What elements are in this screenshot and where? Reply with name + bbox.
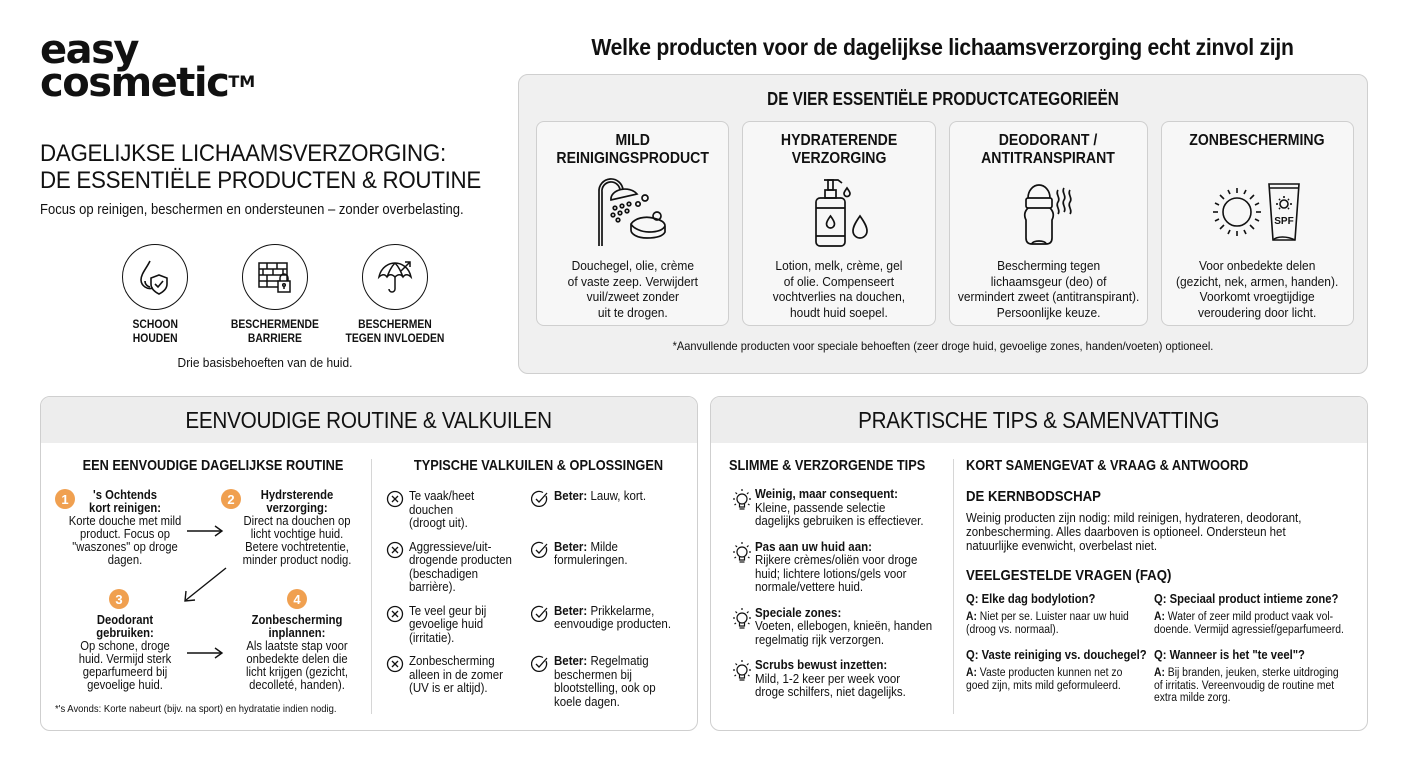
pitfall-row: Te vaak/heet douchen (droogt uit). Beter: Lauw, kort. <box>386 490 691 531</box>
pitfall-row: Zonbescherming alleen in de zomer (UV is er altijd). Beter: Regelmatig beschermen bij blootstelling, ook op koele dagen. <box>386 655 691 709</box>
routine-step-1: 's Ochtends kort reinigen: Korte douche met mild product. Focus op "waszones" op droge dagen. <box>68 488 182 567</box>
pump-bottle-icon <box>804 174 874 250</box>
arrow-right-icon <box>185 525 225 537</box>
need-barrier <box>215 244 335 346</box>
daily-routine <box>55 457 371 717</box>
category-card-cleanser <box>536 121 729 326</box>
faq-item <box>1154 592 1366 636</box>
shower-soap-icon <box>591 174 675 250</box>
faq-item <box>966 648 1154 705</box>
x-circle-icon <box>386 541 404 559</box>
brand-line-1: easy <box>40 27 139 73</box>
drop-shield-icon <box>122 244 188 310</box>
category-title: VERZORGING <box>791 150 887 167</box>
need-label: TEGEN INVLOEDEN <box>345 333 445 345</box>
core-message-text: Weinig producten zijn nodig: mild reinigen, hydrateren, deodorant, zonbescherming. Alles daarboven is optioneel. Ondersteun het natuurlijke evenwicht, overbelast niet. <box>966 511 1302 553</box>
core-message-title: DE KERNBODSCHAP <box>966 488 1101 505</box>
faq-answer: A: Water of zeer mild product vaak vol- doende. Vermijd agressief/geparfumeerd. <box>1154 611 1344 636</box>
need-label: BESCHERMEN <box>358 319 432 331</box>
main-title <box>40 140 481 194</box>
faq-question: Q: Speciaal product intieme zone? <box>1154 592 1339 606</box>
main-title-line-1: DAGELIJKSE LICHAAMSVERZORGING: <box>40 140 446 167</box>
summary-title: KORT SAMENGEVAT & VRAAG & ANTWOORD <box>966 457 1249 474</box>
faq-answer: A: Bij branden, jeuken, sterke uitdroging of irritatis. Vereenvoudig de routine met extra milde zorg. <box>1154 667 1339 704</box>
routine-footnote: *'s Avonds: Korte nabeurt (bijv. na sport) en hydratatie indien nodig. <box>55 703 337 715</box>
faq-grid <box>966 592 1366 705</box>
check-circle-icon <box>531 655 549 673</box>
need-label: HOUDEN <box>132 333 178 345</box>
routine-step-4: Zonbescherming inplannen: Als laatste stap voor onbedekte delen die licht krijgen (gezicht, decolleté, handen). <box>246 613 348 692</box>
subtitle: Focus op reinigen, beschermen en ondersteunen – zonder overbelasting. <box>40 202 464 218</box>
tips-title: SLIMME & VERZORGENDE TIPS <box>729 457 926 474</box>
category-description: Douchegel, olie, crème of vaste zeep. Verwijdert vuil/zweet zonder uit te drogen. <box>567 258 698 320</box>
need-label: SCHOON <box>132 319 178 331</box>
column-divider <box>371 459 372 714</box>
lightbulb-icon <box>729 541 755 567</box>
summary-faq <box>966 457 1366 705</box>
faq-title: VEELGESTELDE VRAGEN (FAQ) <box>966 567 1172 584</box>
need-protect <box>335 244 455 346</box>
check-circle-icon <box>531 490 549 508</box>
tip-item: Speciale zones: Voeten, ellebogen, knieën, handen regelmatig rijk verzorgen. <box>729 607 954 648</box>
need-label: BARRIERE <box>247 333 303 345</box>
category-title: ANTITRANSPIRANT <box>981 150 1116 167</box>
faq-item <box>1154 648 1366 705</box>
faq-answer: A: Niet per se. Luister naar uw huid (droog vs. normaal). <box>966 611 1129 636</box>
x-circle-icon <box>386 655 404 673</box>
faq-question: Q: Elke dag bodylotion? <box>966 592 1096 606</box>
lightbulb-icon <box>729 659 755 685</box>
categories-title: DE VIER ESSENTIËLE PRODUCTCATEGORIEËN <box>767 89 1119 109</box>
need-label: BESCHERMENDE <box>230 319 319 331</box>
deodorant-icon <box>1016 174 1080 250</box>
faq-question: Q: Wanneer is het "te veel"? <box>1154 648 1305 662</box>
category-card-moisturizer <box>742 121 935 326</box>
category-title: MILD <box>615 132 650 149</box>
category-title: ZONBESCHERMING <box>1189 132 1326 149</box>
category-card-deodorant <box>949 121 1148 326</box>
pitfall-row: Te veel geur bij gevoelige huid (irritatie). Beter: Prikkelarme, eenvoudige producten. <box>386 605 691 646</box>
category-title: HYDRATERENDE <box>780 132 898 149</box>
lightbulb-icon <box>729 488 755 514</box>
check-circle-icon <box>531 541 549 559</box>
main-title-line-2: DE ESSENTIËLE PRODUCTEN & ROUTINE <box>40 167 481 194</box>
brand-line-2: cosmetic <box>40 60 229 106</box>
page-headline: Welke producten voor de dagelijkse lichaamsverzorging echt zinvol zijn <box>591 34 1294 60</box>
arrow-right-icon <box>185 647 225 659</box>
step-badge-1: 1 <box>55 489 75 509</box>
x-circle-icon <box>386 490 404 508</box>
routine-step-2: Hydrsterende verzorging: Direct na douchen op licht vochtige huid. Betere vochtretentie, minder product nodig. <box>242 488 352 567</box>
step-badge-3: 3 <box>109 589 129 609</box>
panel-header: PRAKTISCHE TIPS & SAMENVATTING <box>711 397 1367 443</box>
umbrella-icon <box>362 244 428 310</box>
routine-title: EEN EENVOUDIGE DAGELIJKSE ROUTINE <box>82 457 344 474</box>
x-circle-icon <box>386 605 404 623</box>
column-divider <box>953 459 954 714</box>
category-description: Lotion, melk, crème, gel of olie. Compenseert vochtverlies na douchen, houdt huid soepel. <box>772 258 906 320</box>
tips <box>729 457 954 700</box>
category-title: DEODORANT / <box>998 132 1098 149</box>
check-circle-icon <box>531 605 549 623</box>
faq-question: Q: Vaste reiniging vs. douchegel? <box>966 648 1147 662</box>
category-title: REINIGINGSPRODUCT <box>556 150 709 167</box>
tip-item: Scrubs bewust inzetten: Mild, 1-2 keer per week voor droge schilfers, niet dagelijks. <box>729 659 954 700</box>
pitfall-row: Aggressieve/uit- drogende producten (beschadigen barrière). Beter: Milde formuleringen. <box>386 541 691 595</box>
tip-item: Weinig, maar consequent: Kleine, passende selectie dagelijks gebruiken is effectiever. <box>729 488 954 529</box>
brand-logo <box>40 27 256 106</box>
svg-text:SPF: SPF <box>1274 216 1295 227</box>
lightbulb-icon <box>729 607 755 633</box>
tips-summary-panel <box>710 396 1368 731</box>
routine-step-3: Deodorant gebruiken: Op schone, droge huid. Vermijd sterk geparfumeerd bij gevoelige huid. <box>78 613 172 692</box>
sun-spf-icon <box>1209 174 1305 250</box>
categories-footnote: *Aanvullende producten voor speciale behoeften (zeer droge huid, gevoelige zones, handen/voeten) optioneel. <box>672 339 1214 353</box>
categories-panel <box>518 74 1368 374</box>
category-description: Voor onbedekte delen (gezicht, nek, armen, handen). Voorkomt vroegtijdige veroudering door licht. <box>1176 258 1339 320</box>
step-badge-2: 2 <box>221 489 241 509</box>
pitfalls <box>386 457 691 709</box>
need-clean <box>95 244 215 346</box>
category-description: Bescherming tegen lichaamsgeur (deo) of vermindert zweet (antitranspirant). Persoonlijke keuze. <box>957 258 1139 320</box>
brick-wall-lock-icon <box>242 244 308 310</box>
pitfalls-title: TYPISCHE VALKUILEN & OPLOSSINGEN <box>413 457 664 474</box>
routine-pitfalls-panel <box>40 396 698 731</box>
needs-caption: Drie basisbehoeften van de huid. <box>177 355 353 370</box>
arrow-down-left-icon <box>180 565 230 605</box>
tip-item: Pas aan uw huid aan: Rijkere crèmes/oliën voor droge huid; lichtere lotions/gels voor normale/vettere huid. <box>729 541 954 595</box>
faq-answer: A: Vaste producten kunnen net zo goed zijn, mits mild geformuleerd. <box>966 667 1123 692</box>
skin-needs <box>95 244 455 346</box>
trademark: TM <box>228 72 256 91</box>
panel-header: EENVOUDIGE ROUTINE & VALKUILEN <box>41 397 697 443</box>
faq-item <box>966 592 1154 636</box>
step-badge-4: 4 <box>287 589 307 609</box>
category-card-sunscreen <box>1161 121 1354 326</box>
